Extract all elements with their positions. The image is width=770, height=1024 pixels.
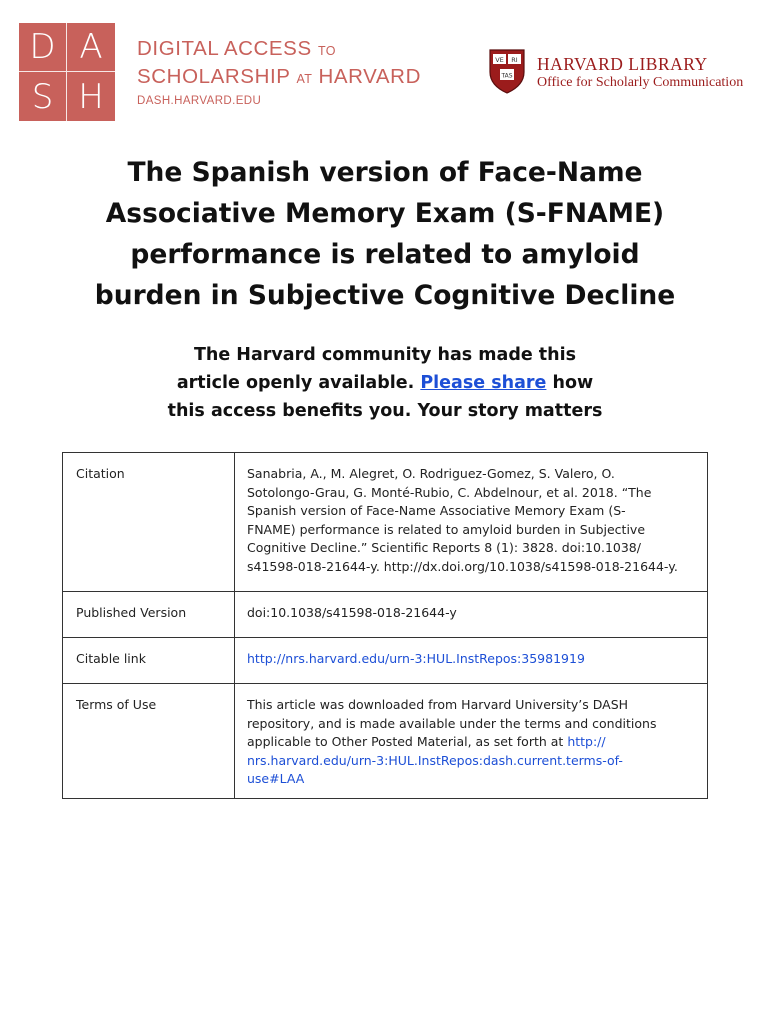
terms-link-part-1: http:// (567, 734, 606, 750)
dash-wordmark-at: AT (296, 72, 313, 86)
dash-logo-letter-s: S (19, 72, 67, 121)
title-line-1: The Spanish version of Face-Name (127, 157, 643, 188)
citable-link-row (63, 638, 708, 684)
article-title (40, 152, 730, 316)
dash-url[interactable]: DASH.HARVARD.EDU (137, 95, 262, 107)
please-share-link[interactable]: Please share (420, 373, 547, 393)
title-line-3: performance is related to amyloid (130, 239, 640, 270)
dash-wordmark-to: TO (318, 44, 336, 58)
terms-of-use-value (235, 684, 708, 799)
terms-line-3: applicable to Other Posted Material, as set forth at (247, 734, 564, 750)
harvard-shield-svg (488, 48, 526, 94)
terms-link-part-3: use#LAA (247, 771, 305, 787)
terms-link-part-2: nrs.harvard.edu/urn-3:HUL.InstRepos:dash.current.terms-of- (247, 752, 623, 768)
metadata-table (62, 452, 708, 799)
harvard-library-name: HARVARD LIBRARY (537, 54, 708, 74)
notice-line-2-start: article openly available. (176, 373, 415, 393)
title-line-4: burden in Subjective Cognitive Decline (94, 280, 676, 311)
dash-wordmark-harvard: HARVARD (318, 65, 421, 88)
terms-of-use-label: Terms of Use (63, 684, 235, 799)
dash-wordmark-digital-access: DIGITAL ACCESS (137, 37, 312, 60)
title-line-2: Associative Memory Exam (S-FNAME) (105, 198, 665, 229)
citation-label: Citation (63, 453, 235, 592)
published-version-label: Published Version (63, 592, 235, 638)
citation-line-4: FNAME) performance is related to amyloid burden in Subjective (247, 521, 646, 537)
dash-wordmark (137, 36, 421, 92)
terms-line-1: This article was downloaded from Harvard University’s DASH (247, 697, 629, 712)
citation-value (235, 453, 708, 592)
citation-line-1: Sanabria, A., M. Alegret, O. Rodriguez-Gomez, S. Valero, O. (247, 466, 615, 481)
citable-link-value (235, 638, 708, 684)
dash-logo-letter-h: H (78, 76, 104, 117)
dash-logo (19, 23, 115, 121)
harvard-shield-icon (488, 48, 526, 94)
dash-wordmark-scholarship: SCHOLARSHIP (137, 65, 291, 88)
terms-of-use-row (63, 684, 708, 799)
shield-letters-ve: VE (495, 56, 504, 64)
citable-link-label: Citable link (63, 638, 235, 684)
shield-letters-tas: TAS (501, 72, 513, 80)
published-version-value: doi:10.1038/s41598-018-21644-y (235, 592, 708, 638)
shield-letters-ri: RI (511, 56, 518, 64)
dash-logo-letter-d: D (19, 23, 67, 72)
citation-line-2: Sotolongo-Grau, G. Monté-Rubio, C. Abdelnour, et al. 2018. “The (247, 484, 652, 500)
citation-row (63, 453, 708, 592)
notice-line-2-end: how (552, 373, 594, 393)
open-access-notice (90, 341, 680, 425)
citable-link-url[interactable]: http://nrs.harvard.edu/urn-3:HUL.InstRepos:35981919 (247, 651, 585, 666)
dash-wordmark-line1 (137, 36, 421, 64)
citation-line-6: s41598-018-21644-y. http://dx.doi.org/10.1038/s41598-018-21644-y. (247, 558, 678, 574)
citation-line-3: Spanish version of Face-Name Associative Memory Exam (S- (247, 503, 626, 519)
dash-wordmark-line2 (137, 64, 421, 92)
published-version-row (63, 592, 708, 638)
notice-line-1: The Harvard community has made this (193, 345, 577, 365)
notice-line-3: this access benefits you. Your story matters (167, 401, 603, 421)
terms-line-2: repository, and is made available under the terms and conditions (247, 715, 657, 731)
citation-line-5: Cognitive Decline.” Scientific Reports 8 (1): 3828. doi:10.1038/ (247, 540, 641, 556)
dash-logo-letter-a: A (67, 23, 115, 72)
harvard-library-subtitle: Office for Scholarly Communication (537, 75, 744, 90)
